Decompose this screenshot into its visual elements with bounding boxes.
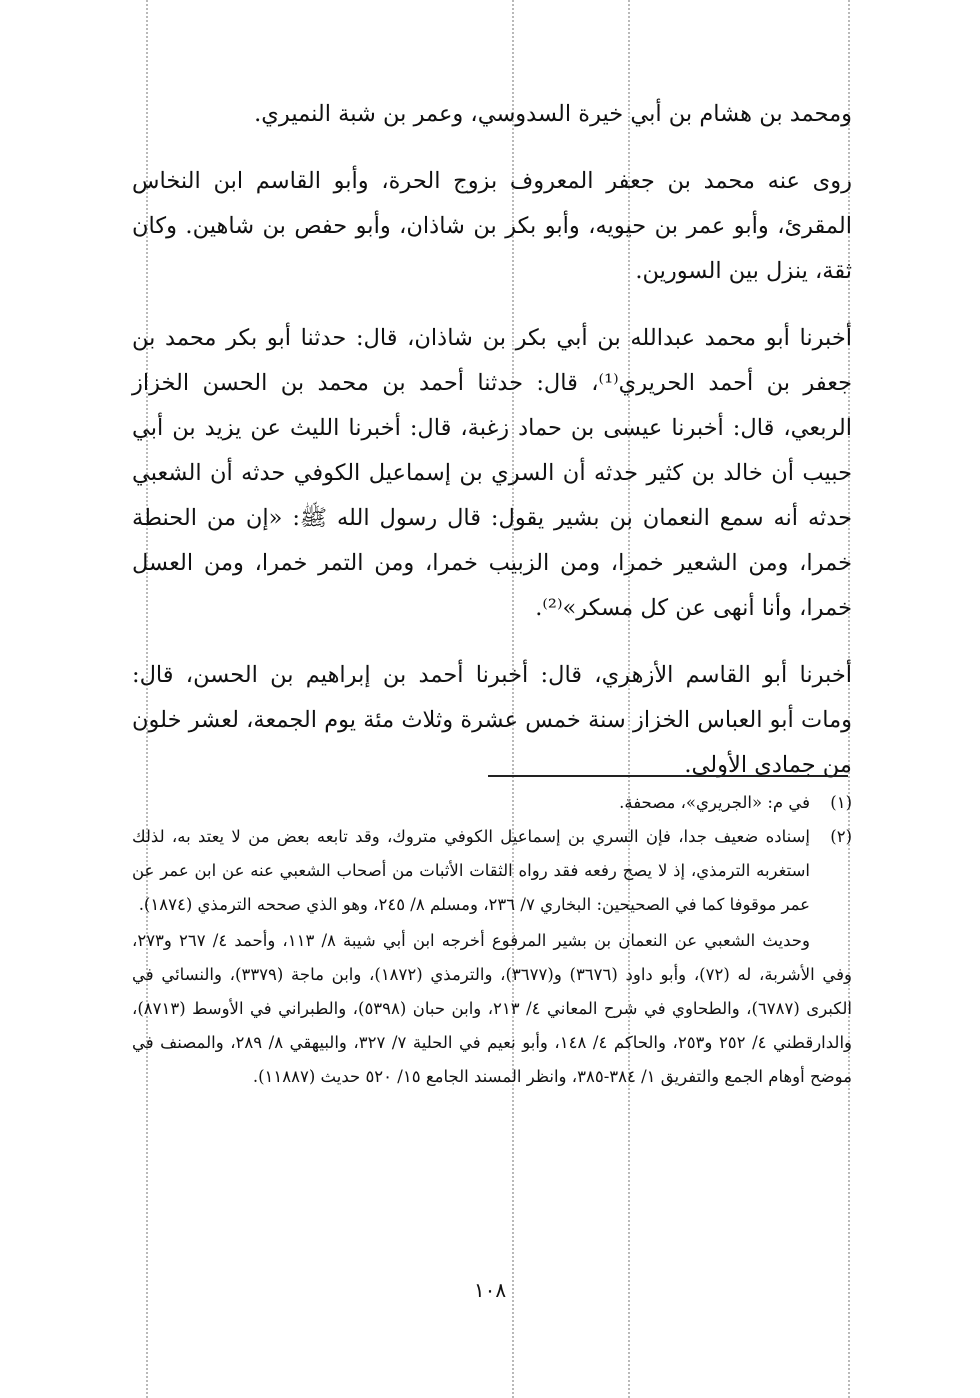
paragraph-hadith: أخبرنا أبو محمد عبدالله بن أبي بكر بن شاذان، قال: حدثنا أبو بكر محمد بن جعفر بن أحمد الحريري⁽¹⁾، قال: حدثنا أحمد بن محمد بن الحسن الخزاز الربعي، قال: أخبرنا عيسى بن حماد زغبة، قال: أخبرنا الليث عن يزيد بن أبي حبيب أن خالد بن كثير حدثه أن السري بن إسماعيل الكوفي حدثه أن الشعبي حدثه أنه سمع النعمان بن بشير يقول: قال رسول الله ﷺ: «إن من الحنطة خمرا، ومن الشعير خمرا، ومن الزبيب خمرا، ومن التمر خمرا، ومن العسل خمرا، وأنا أنهى عن كل مسكر»⁽²⁾. (132, 325, 852, 621)
footnote-text: إسناده ضعيف جدا، فإن السري بن إسماعيل الكوفي متروك، وقد تابعه بعض من لا يعتد به، لذلك استغربه الترمذي، إذ لا يصح رفعه فقد رواه الثقات الأثبات من أصحاب الشعبي عنه عن ابن عمر عن عمر موقوفا كما في الصحيحين: البخاري ٧/ ٢٣٦، ومسلم ٨/ ٢٤٥، وهو الذي صححه الترمذي (١٨٧٤). (132, 827, 810, 914)
footnote-2-continuation: وحديث الشعبي عن النعمان بن بشير المرفوع أخرجه ابن أبي شيبة ٨/ ١١٣، وأحمد ٤/ ٢٦٧ و٢٧٣، وفي الأشربة، له (٧٢)، وأبو داود (٣٦٧٦) و(٣٦٧٧)، والترمذي (١٨٧٢)، وابن ماجة (٣٣٧٩)، والنسائي في الكبرى (٦٧٨٧)، والطحاوي في شرح المعاني ٤/ ٢١٣، وابن حبان (٥٣٩٨)، والطبراني في الأوسط (٨٧١٣)، والدارقطني ٤/ ٢٥٢ و٢٥٣، والحاكم ٤/ ١٤٨، وأبو نعيم في الحلية ٧/ ٣٢٧، والبيهقي ٨/ ٢٨٩، والمصنف في موضح أوهام الجمع والتفريق ١/ ٣٨٤-٣٨٥، وانظر المسند الجامع ١٥/ ٥٢٠ حديث (١١٨٨٧). (132, 931, 853, 1086)
footnote-number: (١) (830, 793, 852, 812)
paragraph-narrators: روى عنه محمد بن جعفر المعروف بزوج الحرة، وأبو القاسم ابن النخاس المقرئ، وأبو عمر بن حيويه، وأبو بكر بن شاذان، وأبو حفص بن شاهين. وكان ثقة، ينزل بين السورين. (132, 168, 852, 284)
footnotes (132, 786, 852, 1094)
opening-line: ومحمد بن هشام بن أبي خيرة السدوسي، وعمر بن شبة النميري. (254, 101, 852, 127)
page-number: ١٠٨ (473, 1278, 507, 1302)
footnote-separator (488, 775, 848, 777)
footnote-2 (132, 820, 852, 922)
page-body (132, 92, 852, 788)
footnote-text: في م: «الجريري»، مصحفة. (619, 793, 810, 812)
footnote-number: (٢) (830, 827, 852, 846)
paragraph-death-date: أخبرنا أبو القاسم الأزهري، قال: أخبرنا أحمد بن إبراهيم بن الحسن، قال: ومات أبو العباس الخزاز سنة خمس عشرة وثلاث مئة يوم الجمعة، لعشر خلون من جمادى الأولى. (132, 662, 852, 778)
footnote-1 (132, 786, 852, 820)
